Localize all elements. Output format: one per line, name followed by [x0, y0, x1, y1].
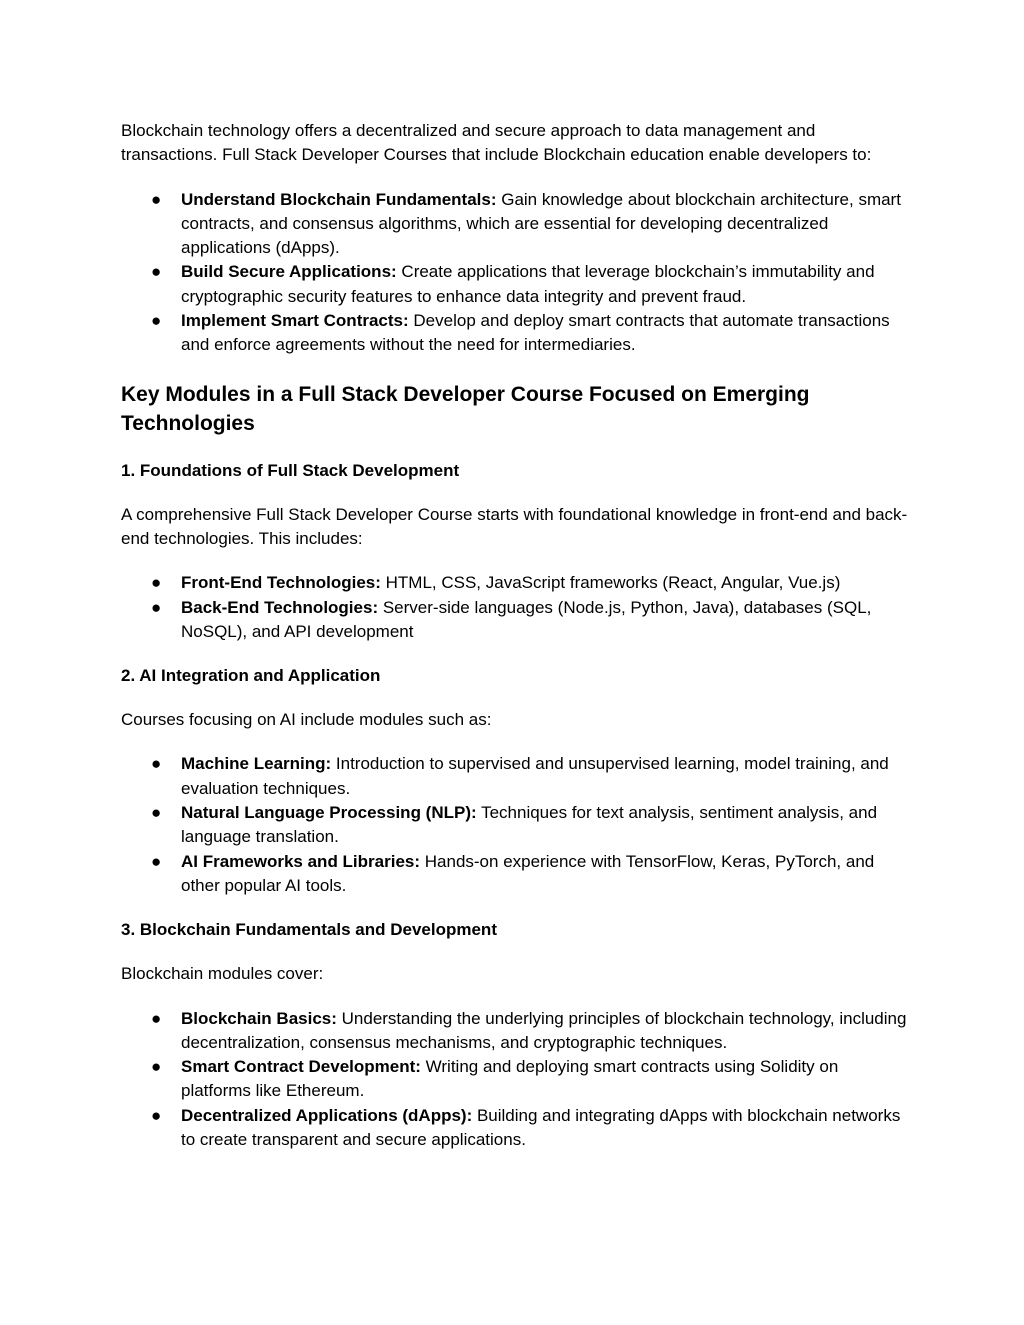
- subsection-bullet-list: [121, 752, 911, 898]
- list-item: [121, 1007, 911, 1056]
- bullet-icon: ●: [151, 597, 162, 617]
- list-item-text: Introduction to supervised and unsupervised learning, model training, and evaluation techniques.: [181, 754, 889, 798]
- list-item-term: Back-End Technologies:: [181, 597, 379, 617]
- list-item: [121, 188, 911, 261]
- subsection-title: 2. AI Integration and Application: [121, 666, 381, 686]
- list-item-text: Server-side languages (Node.js, Python, Java), databases (SQL, NoSQL), and API development: [181, 597, 872, 641]
- list-item: [121, 850, 911, 899]
- list-item: [121, 260, 911, 309]
- list-item: [121, 752, 911, 801]
- list-item-term: Decentralized Applications (dApps):: [181, 1105, 473, 1125]
- list-item-term: AI Frameworks and Libraries:: [181, 851, 421, 871]
- bullet-icon: ●: [151, 803, 162, 823]
- bullet-icon: ●: [151, 1057, 162, 1077]
- bullet-icon: ●: [151, 573, 162, 593]
- list-item: [121, 596, 911, 645]
- bullet-icon: ●: [151, 1105, 162, 1125]
- list-item-term: Smart Contract Development:: [181, 1057, 421, 1077]
- bullet-icon: ●: [151, 189, 162, 209]
- list-item-text: Gain knowledge about blockchain architecture, smart contracts, and consensus algorithms, which are essential for developing decentralized applications (dApps).: [181, 189, 901, 258]
- document-content: [121, 119, 911, 1152]
- bullet-icon: ●: [151, 262, 162, 282]
- list-item-term: Natural Language Processing (NLP):: [181, 803, 477, 823]
- list-item-term: Front-End Technologies:: [181, 573, 381, 593]
- section-heading: Key Modules in a Full Stack Developer Course Focused on Emerging Technologies: [121, 382, 810, 435]
- intro-bullet-list: [121, 188, 911, 358]
- subsection-lead: Courses focusing on AI include modules such as:: [121, 710, 492, 730]
- list-item-term: Build Secure Applications:: [181, 262, 397, 282]
- bullet-icon: ●: [151, 851, 162, 871]
- list-item-text: Writing and deploying smart contracts using Solidity on platforms like Ethereum.: [181, 1057, 839, 1101]
- list-item-text: HTML, CSS, JavaScript frameworks (React, Angular, Vue.js): [380, 573, 841, 593]
- list-item: [121, 309, 911, 358]
- bullet-icon: ●: [151, 1008, 162, 1028]
- subsection-title: 3. Blockchain Fundamentals and Development: [121, 920, 497, 940]
- bullet-icon: ●: [151, 754, 162, 774]
- subsection-lead: A comprehensive Full Stack Developer Course starts with foundational knowledge in front-end and back-end technologies. This includes:: [121, 504, 908, 548]
- list-item-text: Develop and deploy smart contracts that automate transactions and enforce agreements without the need for intermediaries.: [181, 311, 890, 355]
- list-item-text: Building and integrating dApps with blockchain networks to create transparent and secure applications.: [181, 1105, 901, 1150]
- list-item-term: Machine Learning:: [181, 754, 332, 774]
- subsection-title: 1. Foundations of Full Stack Development: [121, 460, 460, 480]
- subsection-bullet-list: [121, 1007, 911, 1153]
- list-item-text: Techniques for text analysis, sentiment analysis, and language translation.: [181, 803, 878, 847]
- intro-paragraph: Blockchain technology offers a decentralized and secure approach to data management and transactions. Full Stack Developer Courses that include Blockchain education enable developers to:: [121, 121, 872, 165]
- subsection-bullet-list: [121, 571, 911, 644]
- list-item-text: Create applications that leverage blockchain’s immutability and cryptographic security features to enhance data integrity and prevent fraud.: [181, 262, 875, 306]
- list-item-term: Implement Smart Contracts:: [181, 311, 409, 331]
- list-item-term: Understand Blockchain Fundamentals:: [181, 189, 497, 209]
- list-item-term: Blockchain Basics:: [181, 1008, 337, 1028]
- subsection-lead: Blockchain modules cover:: [121, 964, 324, 984]
- list-item: [121, 801, 911, 850]
- bullet-icon: ●: [151, 311, 162, 331]
- list-item-text: Understanding the underlying principles of blockchain technology, including decentralization, consensus mechanisms, and cryptographic techniques.: [181, 1008, 907, 1052]
- list-item: [121, 571, 911, 595]
- list-item: [121, 1055, 911, 1104]
- list-item: [121, 1104, 911, 1153]
- list-item-text: Hands-on experience with TensorFlow, Keras, PyTorch, and other popular AI tools.: [181, 851, 875, 895]
